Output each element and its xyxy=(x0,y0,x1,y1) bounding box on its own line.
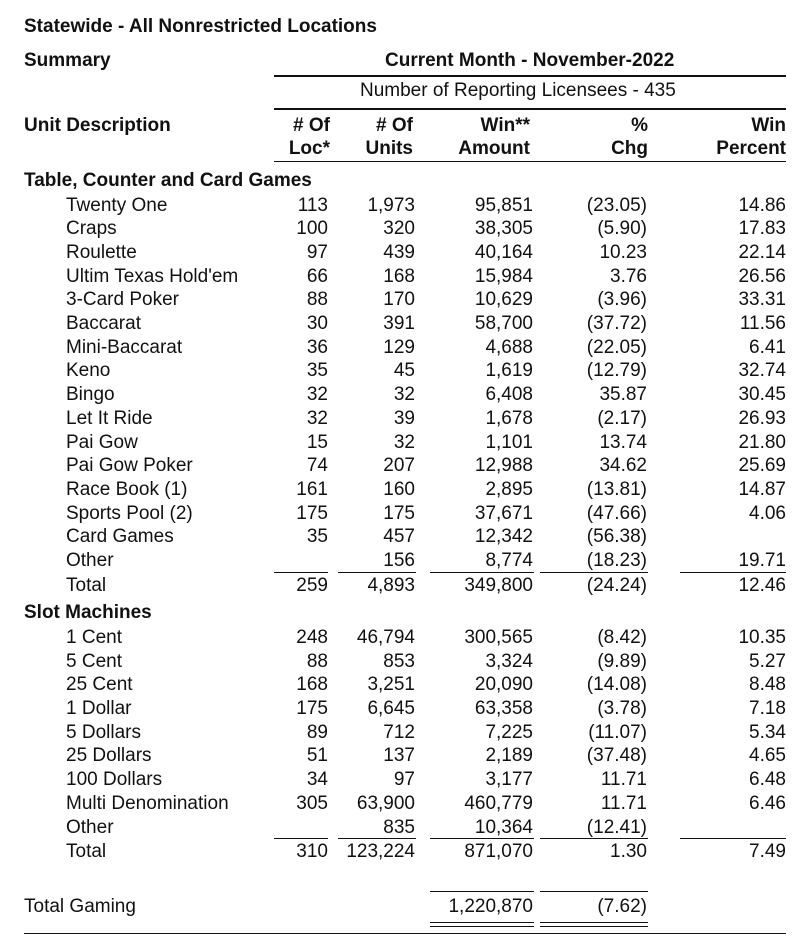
cell-loc: 74 xyxy=(306,455,328,477)
report-period: Current Month - November-2022 xyxy=(385,50,675,71)
cell-units: 439 xyxy=(383,241,415,263)
table-row xyxy=(0,793,802,817)
cell-chg: (11.07) xyxy=(588,721,647,743)
row-label: Total xyxy=(66,841,107,863)
section-heading: Slot Machines xyxy=(24,602,152,624)
cell-units: 137 xyxy=(383,745,415,767)
cell-pct: 6.46 xyxy=(749,792,786,814)
subtotal-rule-chg xyxy=(540,838,648,839)
row-label: Card Games xyxy=(66,526,174,548)
cell-chg: (22.05) xyxy=(586,336,647,358)
subtotal-rule-chg xyxy=(540,572,648,573)
table-row xyxy=(0,455,802,479)
cell-chg: (56.38) xyxy=(586,526,647,548)
header-chg-line2: Chg xyxy=(611,138,648,159)
cell-units: 32 xyxy=(393,431,415,453)
table-row xyxy=(0,218,802,242)
table-row xyxy=(0,408,802,432)
cell-loc: 15 xyxy=(306,431,328,453)
table-row xyxy=(0,674,802,698)
table-row xyxy=(0,745,802,769)
header-locations xyxy=(260,114,330,160)
row-label: Craps xyxy=(66,218,117,240)
row-label: Sports Pool (2) xyxy=(66,502,193,524)
row-label: Total xyxy=(66,574,107,596)
cell-loc: 97 xyxy=(306,241,328,263)
cell-win: 1,220,870 xyxy=(448,896,533,917)
cell-units: 175 xyxy=(383,502,415,524)
cell-chg: (37.72) xyxy=(586,313,647,334)
cell-loc: 32 xyxy=(306,384,328,406)
row-label: 1 Dollar xyxy=(66,698,132,719)
row-label: 1 Cent xyxy=(66,626,122,648)
cell-pct: 33.31 xyxy=(738,289,786,311)
cell-pct: 7.18 xyxy=(749,698,786,719)
table-row xyxy=(0,722,802,746)
cell-chg: 1.30 xyxy=(610,841,647,863)
cell-units: 97 xyxy=(393,769,415,791)
cell-chg: 35.87 xyxy=(599,384,647,406)
cell-pct: 6.48 xyxy=(749,769,786,791)
cell-win: 460,779 xyxy=(464,792,533,814)
table-row xyxy=(0,360,802,384)
total-gaming-top-rule-win xyxy=(430,891,534,892)
table-row xyxy=(0,526,802,550)
row-label: 5 Cent xyxy=(66,650,122,672)
cell-win: 40,164 xyxy=(474,241,533,263)
cell-units: 712 xyxy=(383,721,415,743)
cell-loc: 35 xyxy=(306,360,328,382)
total-gaming-double-rule-win-2 xyxy=(430,926,534,927)
cell-win: 349,800 xyxy=(464,574,533,596)
table-row xyxy=(0,479,802,503)
cell-loc: 30 xyxy=(306,313,328,334)
total-gaming-double-rule-chg-2 xyxy=(540,926,648,927)
table-row xyxy=(0,769,802,793)
bottom-rule xyxy=(24,933,786,934)
cell-win: 37,671 xyxy=(474,502,533,524)
cell-chg: (8.42) xyxy=(597,626,647,648)
cell-win: 20,090 xyxy=(474,674,533,696)
cell-loc: 175 xyxy=(296,502,328,524)
total-gaming-row xyxy=(0,896,802,920)
table-row xyxy=(0,550,802,574)
cell-win: 7,225 xyxy=(485,721,533,743)
cell-chg: 3.76 xyxy=(610,265,647,287)
subtotal-rule-units xyxy=(338,572,416,573)
row-label: Race Book (1) xyxy=(66,478,188,500)
row-label: Other xyxy=(66,816,114,838)
table-row xyxy=(0,384,802,408)
cell-pct: 26.56 xyxy=(738,265,786,287)
table-row xyxy=(0,266,802,290)
cell-pct: 5.27 xyxy=(749,650,786,672)
cell-win: 10,629 xyxy=(474,289,533,311)
cell-chg: (24.24) xyxy=(586,574,647,596)
row-label: Let It Ride xyxy=(66,407,153,429)
row-label: Baccarat xyxy=(66,313,141,334)
table-row xyxy=(0,195,802,219)
table-row xyxy=(0,289,802,313)
cell-loc: 89 xyxy=(306,721,328,743)
cell-chg: (12.79) xyxy=(586,360,647,382)
cell-chg: 11.71 xyxy=(600,769,647,791)
section-total-row xyxy=(0,841,802,865)
header-rule xyxy=(274,161,786,162)
cell-win: 1,678 xyxy=(485,407,533,429)
cell-units: 207 xyxy=(383,455,415,477)
cell-win: 2,189 xyxy=(485,745,533,767)
cell-units: 39 xyxy=(393,407,415,429)
cell-units: 853 xyxy=(383,650,415,672)
cell-chg: 10.23 xyxy=(599,241,647,263)
cell-loc: 32 xyxy=(306,407,328,429)
cell-pct: 19.71 xyxy=(738,550,786,571)
cell-chg: 13.74 xyxy=(599,431,647,453)
cell-units: 457 xyxy=(383,526,415,548)
cell-chg: (37.48) xyxy=(586,745,647,767)
total-gaming-double-rule-win-1 xyxy=(430,922,534,923)
cell-loc: 175 xyxy=(296,698,328,719)
row-label: Pai Gow Poker xyxy=(66,455,193,477)
cell-chg: (5.90) xyxy=(597,218,647,240)
cell-loc: 100 xyxy=(296,218,328,240)
table-row xyxy=(0,651,802,675)
row-label: 100 Dollars xyxy=(66,769,163,791)
subtotal-rule-pct xyxy=(680,838,786,839)
table-row xyxy=(0,242,802,266)
subtotal-rule-loc xyxy=(274,838,328,839)
cell-pct: 11.56 xyxy=(739,313,786,334)
cell-win: 12,342 xyxy=(474,526,533,548)
cell-chg: (13.81) xyxy=(586,478,647,500)
table-row xyxy=(0,698,802,722)
table-row xyxy=(0,432,802,456)
cell-units: 45 xyxy=(393,360,415,382)
cell-units: 1,973 xyxy=(367,194,415,216)
cell-units: 63,900 xyxy=(356,792,415,814)
header-units xyxy=(340,114,413,160)
table-row xyxy=(0,313,802,337)
cell-win: 3,177 xyxy=(485,769,533,791)
cell-loc: 161 xyxy=(296,478,328,500)
header-unit-description: Unit Description xyxy=(24,115,171,136)
header-units-line2: Units xyxy=(365,138,413,159)
cell-units: 156 xyxy=(383,550,415,571)
cell-pct: 25.69 xyxy=(738,455,786,477)
cell-win: 58,700 xyxy=(474,313,533,334)
cell-loc: 35 xyxy=(306,526,328,548)
cell-units: 46,794 xyxy=(356,626,415,648)
period-rule xyxy=(274,75,786,77)
section-total-row xyxy=(0,575,802,599)
cell-loc: 248 xyxy=(296,626,328,648)
cell-loc: 51 xyxy=(306,745,328,767)
cell-units: 170 xyxy=(383,289,415,311)
cell-units: 123,224 xyxy=(346,841,415,863)
header-win-line1: Win** xyxy=(480,115,530,136)
cell-chg: (14.08) xyxy=(586,674,647,696)
cell-win: 871,070 xyxy=(464,841,533,863)
cell-chg: (18.23) xyxy=(586,550,647,571)
cell-units: 168 xyxy=(383,265,415,287)
cell-units: 4,893 xyxy=(367,574,415,596)
cell-win: 3,324 xyxy=(485,650,533,672)
cell-win: 4,688 xyxy=(485,336,533,358)
cell-units: 835 xyxy=(383,816,415,838)
header-chg-line1: % xyxy=(631,115,648,136)
row-label: Keno xyxy=(66,360,111,382)
cell-units: 160 xyxy=(383,478,415,500)
cell-win: 1,101 xyxy=(485,431,533,453)
report-title: Statewide - All Nonrestricted Locations xyxy=(24,16,377,37)
header-locations-line1: # Of xyxy=(293,115,330,136)
cell-pct: 30.45 xyxy=(738,384,786,406)
cell-pct: 5.34 xyxy=(749,721,786,743)
cell-pct: 7.49 xyxy=(749,841,786,863)
subtotal-rule-units xyxy=(338,838,416,839)
cell-chg: (9.89) xyxy=(597,650,647,672)
cell-units: 129 xyxy=(383,336,415,358)
cell-win: 1,619 xyxy=(485,360,533,382)
cell-win: 8,774 xyxy=(485,550,533,571)
cell-pct: 12.46 xyxy=(738,574,786,596)
cell-win: 6,408 xyxy=(485,384,533,406)
table-row xyxy=(0,337,802,361)
licensees-count: Number of Reporting Licensees - 435 xyxy=(360,80,676,101)
cell-units: 391 xyxy=(383,313,415,334)
subtotal-rule-pct xyxy=(680,572,786,573)
cell-pct: 4.65 xyxy=(749,745,786,767)
cell-loc: 88 xyxy=(306,650,328,672)
cell-pct: 6.41 xyxy=(749,336,786,358)
cell-win: 2,895 xyxy=(485,478,533,500)
row-label: 3-Card Poker xyxy=(66,289,179,311)
cell-chg: (2.17) xyxy=(597,407,647,429)
cell-win: 15,984 xyxy=(474,265,533,287)
cell-chg: (23.05) xyxy=(586,194,647,216)
cell-pct: 14.86 xyxy=(738,194,786,216)
header-pct-line1: Win xyxy=(751,115,786,136)
cell-loc: 88 xyxy=(306,289,328,311)
cell-win: 38,305 xyxy=(474,218,533,240)
header-win-percent xyxy=(680,114,786,160)
total-gaming-top-rule-chg xyxy=(540,891,648,892)
cell-loc: 259 xyxy=(296,574,328,596)
cell-pct: 14.87 xyxy=(738,478,786,500)
cell-pct: 4.06 xyxy=(749,502,786,524)
licensees-rule xyxy=(274,108,786,110)
cell-loc: 36 xyxy=(306,336,328,358)
table-row xyxy=(0,503,802,527)
row-label: Ultim Texas Hold'em xyxy=(66,265,239,287)
header-pct-line2: Percent xyxy=(716,138,786,159)
cell-win: 10,364 xyxy=(474,816,533,838)
cell-pct: 17.83 xyxy=(738,218,786,240)
cell-units: 32 xyxy=(393,384,415,406)
row-label: Pai Gow xyxy=(66,431,138,453)
cell-loc: 305 xyxy=(296,792,328,814)
row-label: Twenty One xyxy=(66,194,168,216)
table-row xyxy=(0,817,802,841)
cell-chg: (7.62) xyxy=(597,896,647,917)
cell-win: 12,988 xyxy=(474,455,533,477)
cell-loc: 34 xyxy=(306,769,328,791)
row-label: 25 Cent xyxy=(66,674,133,696)
cell-chg: (3.78) xyxy=(597,698,647,719)
cell-pct: 32.74 xyxy=(738,360,786,382)
row-label: Total Gaming xyxy=(24,896,136,917)
row-label: Mini-Baccarat xyxy=(66,336,183,358)
row-label: Bingo xyxy=(66,384,115,406)
subtotal-rule-win xyxy=(430,572,534,573)
cell-win: 300,565 xyxy=(464,626,533,648)
cell-chg: 11.71 xyxy=(600,792,647,814)
cell-units: 6,645 xyxy=(367,698,415,719)
cell-loc: 310 xyxy=(296,841,328,863)
subtotal-rule-loc xyxy=(274,572,328,573)
header-pct-change xyxy=(560,114,648,160)
cell-loc: 113 xyxy=(297,194,328,216)
row-label: Roulette xyxy=(66,241,137,263)
row-label: 25 Dollars xyxy=(66,745,152,767)
table-row xyxy=(0,627,802,651)
cell-chg: (12.41) xyxy=(586,816,647,838)
subtotal-rule-win xyxy=(430,838,534,839)
cell-pct: 26.93 xyxy=(738,407,786,429)
cell-pct: 10.35 xyxy=(738,626,786,648)
cell-pct: 8.48 xyxy=(749,674,786,696)
cell-loc: 168 xyxy=(296,674,328,696)
row-label: Multi Denomination xyxy=(66,792,229,814)
cell-chg: (47.66) xyxy=(586,502,647,524)
report-subtitle: Summary xyxy=(24,50,111,71)
cell-win: 95,851 xyxy=(474,194,533,216)
cell-pct: 22.14 xyxy=(738,241,786,263)
header-locations-line2: Loc* xyxy=(288,138,330,159)
cell-pct: 21.80 xyxy=(738,431,786,453)
cell-loc: 66 xyxy=(306,265,328,287)
header-win-line2: Amount xyxy=(458,138,530,159)
row-label: 5 Dollars xyxy=(66,721,141,743)
section-heading: Table, Counter and Card Games xyxy=(24,170,312,191)
header-units-line1: # Of xyxy=(376,115,413,136)
cell-win: 63,358 xyxy=(474,698,533,719)
header-win-amount xyxy=(430,114,530,160)
cell-chg: 34.62 xyxy=(599,455,647,477)
cell-units: 320 xyxy=(383,218,415,240)
total-gaming-double-rule-chg-1 xyxy=(540,922,648,923)
row-label: Other xyxy=(66,550,114,571)
cell-chg: (3.96) xyxy=(597,289,647,311)
cell-units: 3,251 xyxy=(367,674,415,696)
